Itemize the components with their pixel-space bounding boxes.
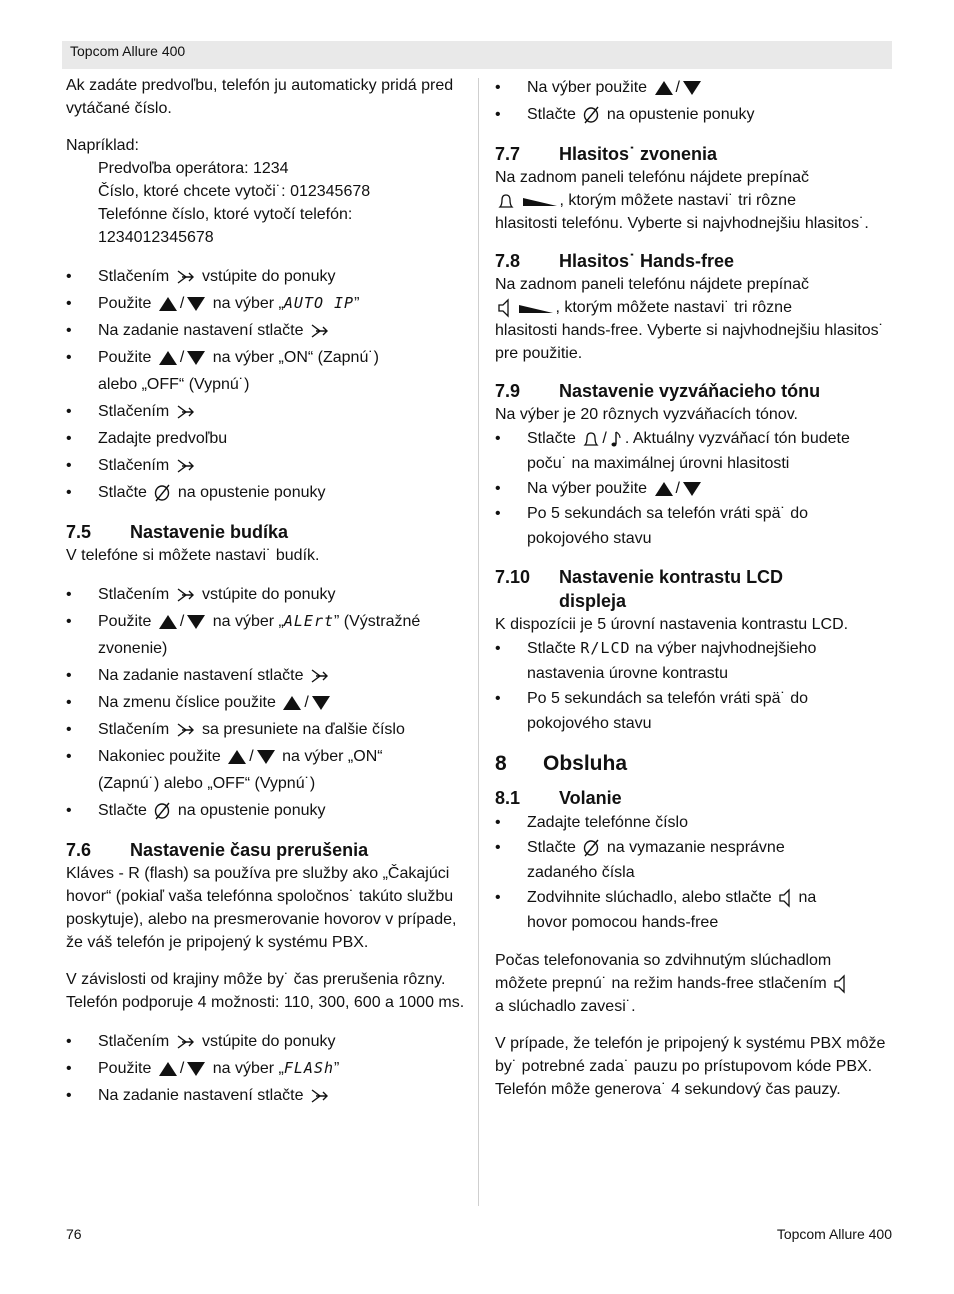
- list-item: • Na výber použite /: [495, 476, 895, 501]
- example-line: Telefónne číslo, ktoré vytočí telefón:: [98, 206, 353, 223]
- speaker-icon: [497, 298, 511, 318]
- list-item: • Stlačte / . Aktuálny vyzváňací tón budete poču˙ na maximálnej úrovni hlasitosti: [495, 426, 895, 476]
- speaker-icon: [833, 974, 847, 994]
- calling-paragraph: Počas telefonovania so zdvihnutým slúchadlom: [495, 952, 832, 969]
- enter-icon: [176, 586, 196, 604]
- up-arrow-icon: [158, 349, 178, 367]
- calling-steps: [495, 810, 895, 935]
- list-item: • Stlačením vstúpite do ponuky: [66, 581, 466, 608]
- exit-icon: [582, 838, 600, 858]
- section-heading: 7.7 Hlasitos˙ zvonenia: [495, 144, 718, 164]
- list-item: • Zadajte telefónne číslo: [495, 810, 895, 835]
- calling-paragraph: a slúchadlo zavesi˙.: [495, 998, 636, 1015]
- ringer-text: hlasitosti telefónu. Vyberte si najvhodnejšiu hlasitos˙.: [495, 215, 869, 232]
- enter-icon: [176, 403, 196, 421]
- enter-icon: [310, 667, 330, 685]
- section-heading: 7.5 Nastavenie budíka: [66, 522, 289, 542]
- enter-icon: [176, 1033, 196, 1051]
- section-heading: 8.1 Volanie: [495, 788, 622, 808]
- list-item: • Použite / na výber „AUTO IP”: [66, 290, 466, 317]
- down-arrow-icon: [311, 694, 331, 712]
- list-item: • Stlačte R/LCD na výber najvhodnejšieho nastavenia úrovne kontrastu: [495, 636, 895, 686]
- lcd-text: AUTO IP: [283, 294, 355, 312]
- down-arrow-icon: [682, 79, 702, 97]
- contrast-steps: [495, 636, 895, 736]
- list-item: • Stlačte na opustenie ponuky: [495, 101, 895, 128]
- list-item: • Zodvihnite slúchadlo, alebo stlačte na hovor pomocou hands-free: [495, 885, 895, 935]
- prefix-intro: Ak zadáte predvoľbu, telefón ju automaticky pridá pred vytáčané číslo.: [66, 77, 454, 117]
- section-heading: 7.10 Nastavenie kontrastu LCD displeja: [495, 567, 784, 611]
- page-header: [62, 41, 892, 69]
- list-item: • Použite / na výber „ALErt” (Výstražné zvonenie): [66, 608, 466, 662]
- section-heading: 7.6 Nastavenie času prerušenia: [66, 840, 369, 860]
- list-item: • Stlačením vstúpite do ponuky: [66, 263, 466, 290]
- example-line: 1234012345678: [98, 229, 214, 246]
- handsfree-text: hlasitosti hands-free. Vyberte si najvhodnejšiu hlasitos˙ pre použitie.: [495, 322, 884, 362]
- list-item: • Po 5 sekundách sa telefón vráti spä˙ do pokojového stavu: [495, 686, 895, 736]
- section-heading: 7.9 Nastavenie vyzváňacieho tónu: [495, 381, 821, 401]
- up-arrow-icon: [158, 295, 178, 313]
- flash-steps: [66, 1028, 466, 1109]
- chapter-heading: 8 Obsluha: [495, 752, 628, 775]
- lcd-text: ALErt: [283, 612, 335, 630]
- section-intro: V telefóne si môžete nastavi˙ budík.: [66, 547, 320, 564]
- bell-icon: [582, 430, 600, 448]
- right-column: [495, 74, 895, 1101]
- top-steps: [495, 74, 895, 128]
- up-arrow-icon: [158, 613, 178, 631]
- page-number: 76: [66, 1226, 82, 1242]
- down-arrow-icon: [186, 1060, 206, 1078]
- ringtone-steps: [495, 426, 895, 551]
- up-arrow-icon: [654, 480, 674, 498]
- exit-icon: [153, 801, 171, 821]
- exit-icon: [582, 105, 600, 125]
- list-item: • Na zmenu číslice použite /: [66, 689, 466, 716]
- flash-paragraph: V závislosti od krajiny môže by˙ čas prerušenia rôzny.: [66, 971, 446, 988]
- bell-icon: [497, 192, 515, 210]
- section-heading: 7.8 Hlasitos˙ Hands-free: [495, 251, 735, 271]
- down-arrow-icon: [186, 349, 206, 367]
- up-arrow-icon: [158, 1060, 178, 1078]
- lcd-text: FLASh: [283, 1059, 335, 1077]
- list-item: • Použite / na výber „ON“ (Zapnú˙) alebo „OFF“ (Vypnú˙): [66, 344, 466, 398]
- enter-icon: [176, 721, 196, 739]
- section-intro: Na výber je 20 rôznych vyzváňacích tónov.: [495, 406, 798, 423]
- list-item: • Stlačte na opustenie ponuky: [66, 479, 466, 506]
- example-line: Číslo, ktoré chcete vytoči˙: 012345678: [98, 183, 371, 200]
- list-item: • Na výber použite /: [495, 74, 895, 101]
- up-arrow-icon: [227, 748, 247, 766]
- down-arrow-icon: [186, 295, 206, 313]
- list-item: • Na zadanie nastavení stlačte: [66, 317, 466, 344]
- music-note-icon: [609, 430, 623, 448]
- header-title: Topcom Allure 400: [70, 43, 186, 59]
- footer-title: Topcom Allure 400: [776, 1226, 892, 1242]
- list-item: • Použite / na výber „FLASh”: [66, 1055, 466, 1082]
- flash-paragraph: Kláves - R (flash) sa používa pre služby ako „Čakajúci hovor“ (pokiaľ vaša telefónna spoločnos˙ takúto službu poskytuje), alebo na presmerovanie hovorov v prípade, že váš telefón je pripojený k systému PBX.: [66, 865, 457, 951]
- pbx-paragraph: V prípade, že telefón je pripojený k systému PBX môže by˙ potrebné zada˙ pauzu po prístupovom kóde PBX. Telefón môže generova˙ 4 sekundový čas pauzy.: [495, 1035, 886, 1098]
- list-item: • Na zadanie nastavení stlačte: [66, 1082, 466, 1109]
- list-item: • Zadajte predvoľbu: [66, 425, 466, 452]
- down-arrow-icon: [256, 748, 276, 766]
- handsfree-text: , ktorým môžete nastavi˙ tri rôzne: [495, 296, 895, 319]
- down-arrow-icon: [682, 480, 702, 498]
- down-arrow-icon: [186, 613, 206, 631]
- volume-wedge-icon: [523, 194, 557, 208]
- up-arrow-icon: [654, 79, 674, 97]
- left-column: [66, 74, 466, 1109]
- column-divider: [478, 78, 479, 1206]
- enter-icon: [176, 268, 196, 286]
- list-item: • Stlačením vstúpite do ponuky: [66, 1028, 466, 1055]
- exit-icon: [153, 483, 171, 503]
- list-item: • Nakoniec použite / na výber „ON“ (Zapnú˙) alebo „OFF“ (Vypnú˙): [66, 743, 466, 797]
- section-intro: K dispozícii je 5 úrovní nastavenia kontrastu LCD.: [495, 616, 849, 633]
- speaker-icon: [778, 888, 792, 908]
- ringer-text: Na zadnom paneli telefónu nájdete prepínač: [495, 169, 809, 186]
- list-item: • Stlačením: [66, 452, 466, 479]
- list-item: • Na zadanie nastavení stlačte: [66, 662, 466, 689]
- up-arrow-icon: [282, 694, 302, 712]
- prefix-steps: [66, 263, 466, 506]
- enter-icon: [310, 1087, 330, 1105]
- list-item: • Stlačte na opustenie ponuky: [66, 797, 466, 824]
- example-line: Predvoľba operátora: 1234: [98, 160, 289, 177]
- ringer-text: , ktorým môžete nastavi˙ tri rôzne: [495, 189, 895, 212]
- rlcd-key-label: R/LCD: [580, 639, 631, 657]
- list-item: • Stlačením: [66, 398, 466, 425]
- alarm-steps: [66, 581, 466, 824]
- enter-icon: [176, 457, 196, 475]
- volume-wedge-icon: [519, 301, 553, 315]
- handsfree-text: Na zadnom paneli telefónu nájdete prepínač: [495, 276, 809, 293]
- enter-icon: [310, 322, 330, 340]
- flash-paragraph: Telefón podporuje 4 možnosti: 110, 300, 600 a 1000 ms.: [66, 994, 465, 1011]
- example-label: Napríklad:: [66, 137, 139, 154]
- calling-paragraph: môžete prepnú˙ na režim hands-free stlačením: [495, 972, 895, 995]
- list-item: • Stlačením sa presuniete na ďalšie číslo: [66, 716, 466, 743]
- list-item: • Po 5 sekundách sa telefón vráti spä˙ do pokojového stavu: [495, 501, 895, 551]
- list-item: • Stlačte na vymazanie nesprávne zadaného čísla: [495, 835, 895, 885]
